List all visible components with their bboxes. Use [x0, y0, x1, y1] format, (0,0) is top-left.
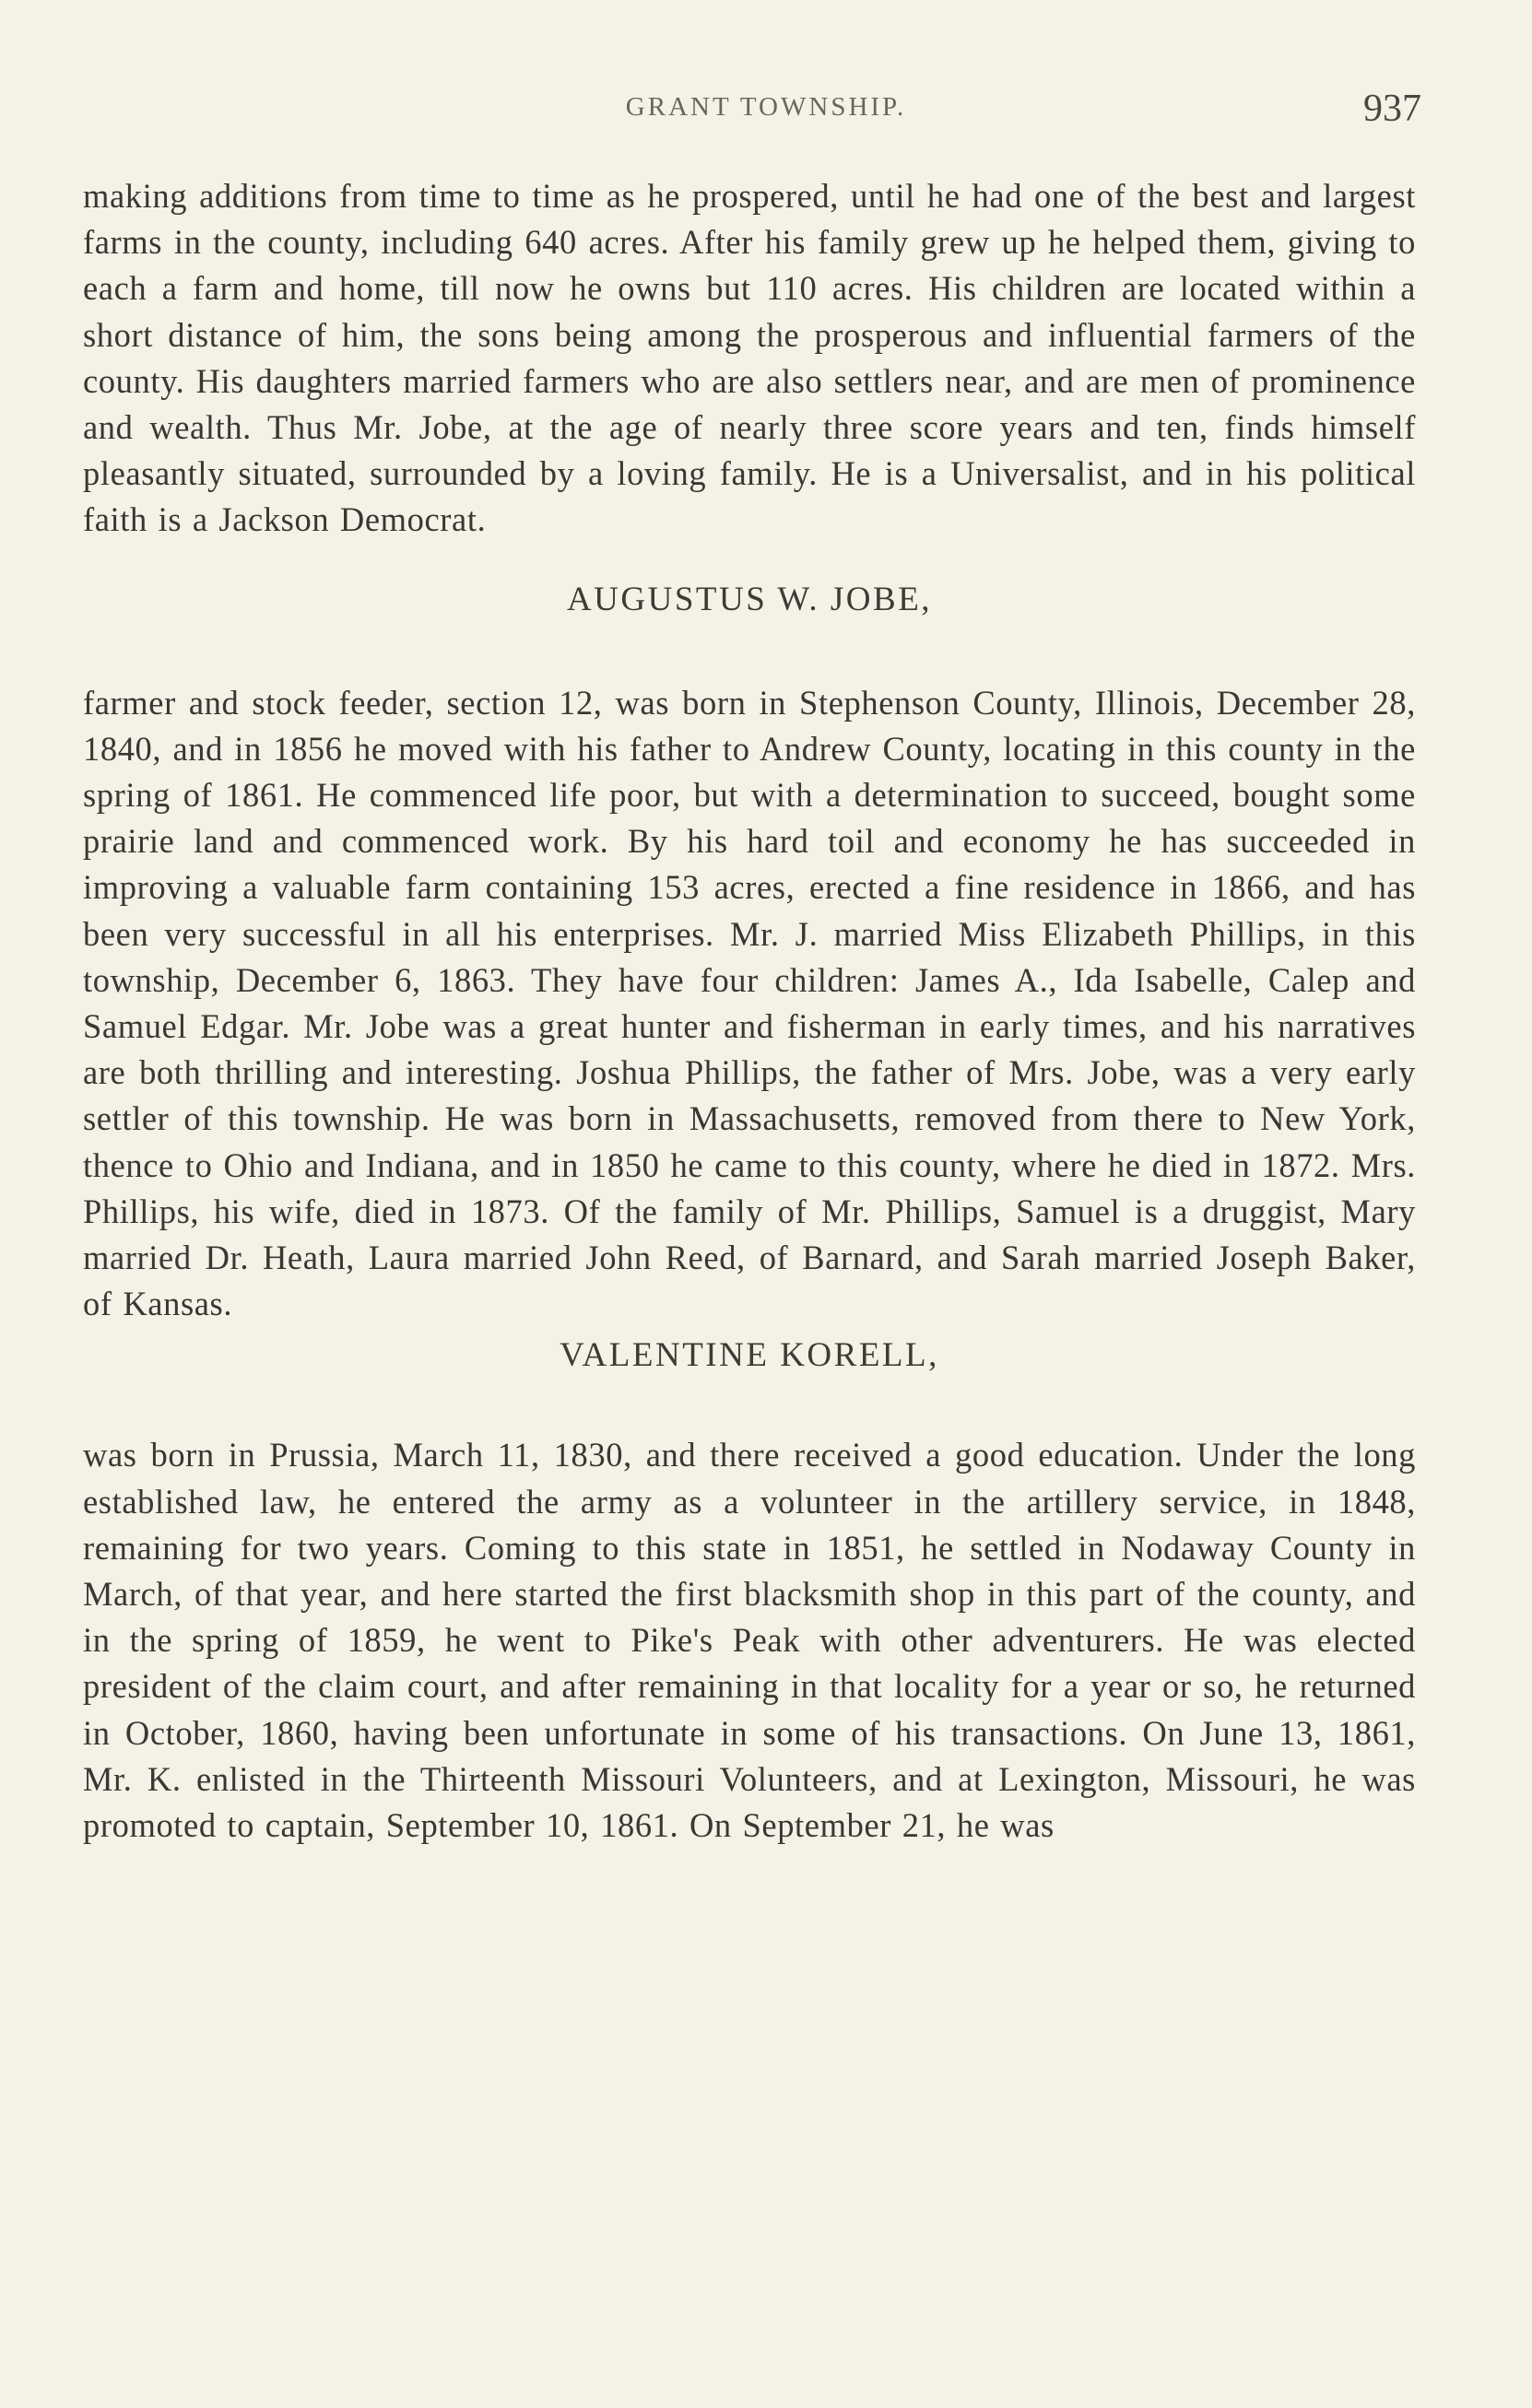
paragraph-augustus-jobe: farmer and stock feeder, section 12, was born in Stephenson County, Illinois, December 28, 1840, and in 1856 he moved with his father to Andrew County, locating in this county in the spring of 1861. He commenced life poor, but with a determination to succeed, bought some prairie land and commenced work. By his hard toil and economy he has succeeded in improving a valuable farm containing 153 acres, erected a fine residence in 1866, and has been very successful in all his enterprises. Mr. J. married Miss Elizabeth Phillips, in this township, December 6, 1863. They have four children: James A., Ida Isabelle, Calep and Samuel Edgar. Mr. Jobe was a great hunter and fisherman in early times, and his narratives are both thrilling and interesting. Joshua Phillips, the father of Mrs. Jobe, was a very early settler of this township. He was born in Massachusetts, removed from there to New York, thence to Ohio and Indiana, and in 1850 he came to this county, where he died in 1872. Mrs. Phillips, his wife, died in 1873. Of the family of Mr. Phillips, Samuel is a druggist, Mary married Dr. Heath, Laura married John Reed, of Barnard, and Sarah married Joseph Baker, of Kansas. — [83, 683, 1416, 1323]
paragraph-jobe-senior-continued: making additions from time to time as he prospered, until he had one of the best and largest farms in the county, including 640 acres. After his family grew up he helped them, giving to each a farm and home, till now he owns but 110 acres. His children are located within a short distance of him, the sons being among the prosperous and influential farmers of the county. His daughters married farmers who are also settlers near, and are men of prominence and wealth. Thus Mr. Jobe, at the age of nearly three score years and ten, finds himself pleasantly situated, surrounded by a loving family. He is a Universalist, and in his political faith is a Jackson Democrat. — [83, 177, 1416, 539]
paragraph-valentine-korell: was born in Prussia, March 11, 1830, and there received a good education. Under the long established law, he entered the army as a volunteer in the artillery service, in 1848, remaining for two years. Coming to this state in 1851, he settled in Nodaway County in March, of that year, and here started the first blacksmith shop in this part of the county, and in the spring of 1859, he went to Pike's Peak with other adventurers. He was elected president of the claim court, and after remaining in that locality for a year or so, he returned in October, 1860, having been unfortunate in some of his transactions. On June 13, 1861, Mr. K. enlisted in the Thirteenth Missouri Volunteers, and at Lexington, Missouri, he was promoted to captain, September 10, 1861. On September 21, he was — [83, 1436, 1416, 1845]
section-heading-augustus-jobe: AUGUSTUS W. JOBE, — [566, 580, 933, 618]
running-title: GRANT TOWNSHIP. — [625, 92, 907, 122]
body-text — [83, 173, 1416, 1849]
page-number: 937 — [1363, 88, 1421, 130]
running-head — [0, 88, 1532, 138]
section-heading-valentine-korell: VALENTINE KORELL, — [560, 1336, 939, 1375]
